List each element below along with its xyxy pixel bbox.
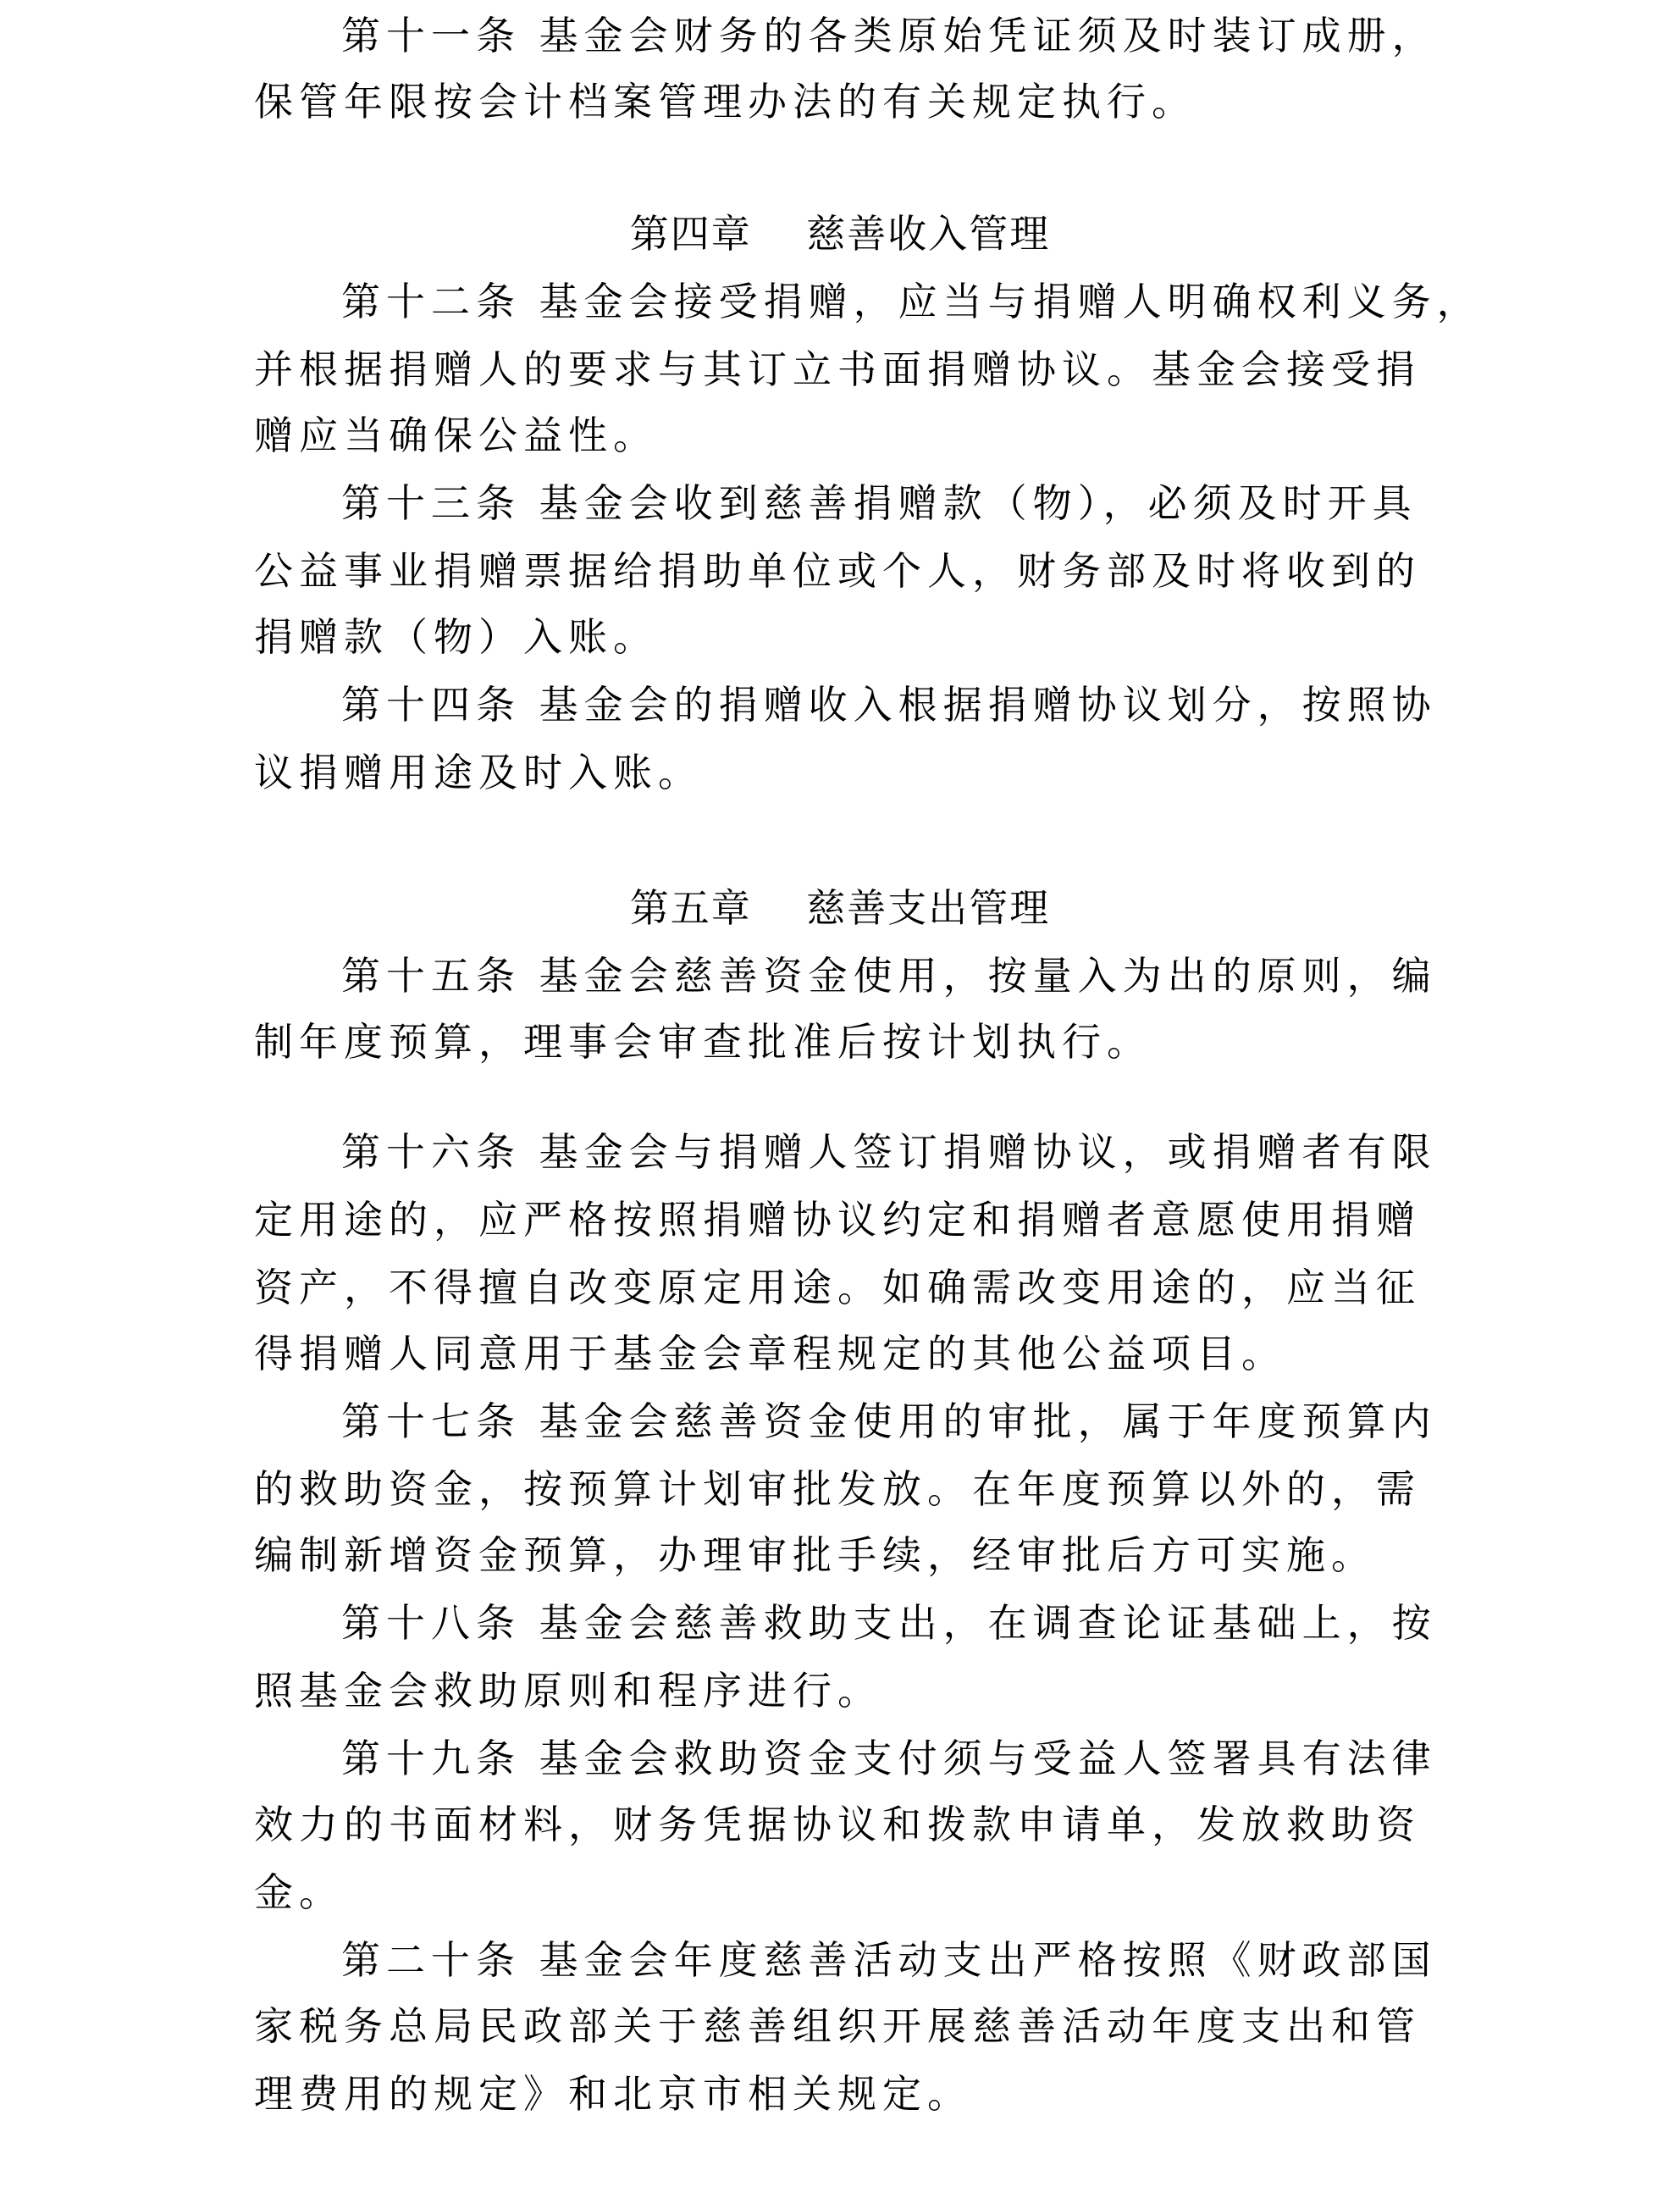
article-15-line-2: 制年度预算，理事会审查批准后按计划执行。: [254, 1019, 1152, 1065]
article-14-label: 第十四条: [341, 682, 521, 728]
article-14-line-2: 议捐赠用途及时入账。: [254, 750, 703, 795]
article-12-line-3: 赠应当确保公益性。: [254, 412, 658, 458]
article-17-label: 第十七条: [341, 1398, 521, 1444]
article-12-text: 基金会接受捐赠，应当与捐赠人明确权利义务，: [539, 279, 1482, 324]
article-15-line-1: [341, 950, 1437, 1001]
article-16-line-1: [341, 1127, 1437, 1177]
article-13-line-1: [341, 478, 1418, 529]
article-20-line-1: [341, 1935, 1437, 1985]
article-13-line-2: 公益事业捐赠票据给捐助单位或个人，财务部及时将收到的: [254, 548, 1421, 594]
article-17-line-2: 的救助资金，按预算计划审批发放。在年度预算以外的，需: [254, 1466, 1421, 1512]
article-18-text: 基金会慈善救助支出，在调查论证基础上，按: [539, 1600, 1437, 1646]
article-18-label: 第十八条: [341, 1600, 521, 1646]
article-11-line-2: 保管年限按会计档案管理办法的有关规定执行。: [254, 79, 1196, 125]
article-15-label: 第十五条: [341, 953, 521, 999]
article-17-line-1: [341, 1396, 1437, 1447]
article-19-line-2: 效力的书面材料，财务凭据协议和拨款申请单，发放救助资: [254, 1802, 1421, 1847]
article-11-label: 第十一条: [341, 13, 521, 58]
article-16-text: 基金会与捐赠人签订捐赠协议，或捐赠者有限: [539, 1129, 1437, 1175]
chapter-5-heading: 第五章 慈善支出管理: [629, 885, 1051, 931]
article-13-text: 基金会收到慈善捐赠款（物），必须及时开具: [539, 480, 1418, 526]
article-18-line-1: [341, 1597, 1437, 1648]
article-19-line-3: 金。: [254, 1869, 344, 1915]
article-12-label: 第十二条: [341, 279, 521, 324]
article-20-label: 第二十条: [341, 1937, 521, 1983]
article-17-line-3: 编制新增资金预算，办理审批手续，经审批后方可实施。: [254, 1532, 1376, 1578]
article-20-line-2: 家税务总局民政部关于慈善组织开展慈善活动年度支出和管: [254, 2003, 1421, 2049]
article-19-label: 第十九条: [341, 1736, 521, 1781]
article-20-line-3: 理费用的规定》和北京市相关规定。: [254, 2071, 972, 2117]
article-18-line-2: 照基金会救助原则和程序进行。: [254, 1668, 882, 1714]
article-11-text: 基金会财务的各类原始凭证须及时装订成册，: [539, 13, 1437, 58]
article-12-line-2: 并根据捐赠人的要求与其订立书面捐赠协议。基金会接受捐: [254, 346, 1421, 392]
article-17-text: 基金会慈善资金使用的审批，属于年度预算内: [539, 1398, 1437, 1444]
chapter-4-heading: 第四章 慈善收入管理: [629, 211, 1051, 257]
article-13-label: 第十三条: [341, 480, 521, 526]
article-16-line-3: 资产，不得擅自改变原定用途。如确需改变用途的，应当征: [254, 1265, 1421, 1310]
article-16-line-4: 得捐赠人同意用于基金会章程规定的其他公益项目。: [254, 1331, 1286, 1376]
article-19-line-1: [341, 1733, 1437, 1784]
article-19-text: 基金会救助资金支付须与受益人签署具有法律: [539, 1736, 1437, 1781]
article-20-text: 基金会年度慈善活动支出严格按照《财政部国: [539, 1937, 1437, 1983]
article-16-line-2: 定用途的，应严格按照捐赠协议约定和捐赠者意愿使用捐赠: [254, 1197, 1421, 1243]
article-14-line-1: [341, 679, 1437, 730]
article-15-text: 基金会慈善资金使用，按量入为出的原则，编: [539, 953, 1437, 999]
article-13-line-3: 捐赠款（物）入账。: [254, 614, 658, 660]
article-14-text: 基金会的捐赠收入根据捐赠协议划分，按照协: [539, 682, 1437, 728]
article-16-label: 第十六条: [341, 1129, 521, 1175]
article-12-line-1: [341, 276, 1482, 327]
article-11-line-1: [341, 10, 1437, 61]
